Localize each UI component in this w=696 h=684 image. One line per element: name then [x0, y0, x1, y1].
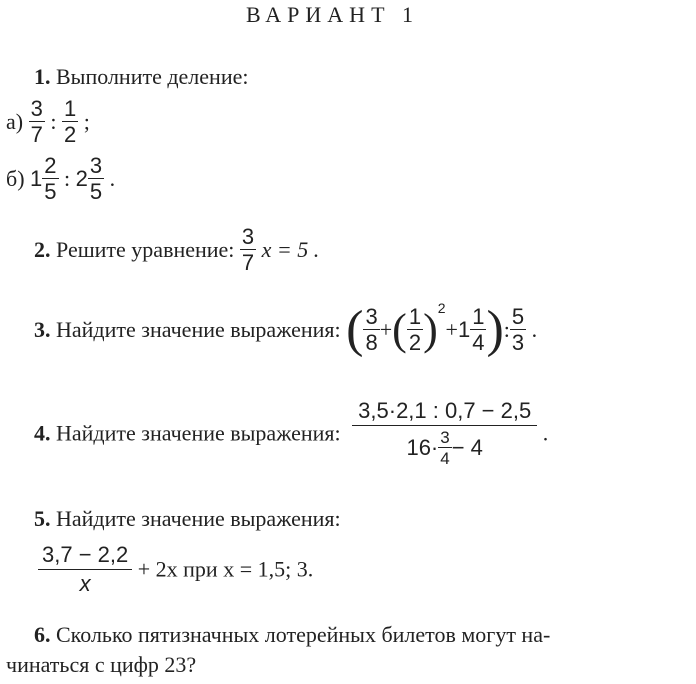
colon: :: [503, 317, 510, 342]
task5-fraction: [38, 544, 132, 595]
whole: 1: [30, 166, 43, 191]
numerator: 3,7 − 2,2: [38, 544, 132, 570]
plus: +: [445, 317, 458, 342]
task1-a: [6, 98, 90, 146]
task1-a-label: а): [6, 109, 24, 134]
task1-text: Выполните деление:: [56, 64, 249, 89]
task3-frac3: [470, 306, 486, 354]
task5-number: 5.: [34, 506, 51, 531]
colon: :: [50, 109, 57, 134]
denominator: 7: [241, 250, 255, 275]
task6-line2: чинаться с цифр 23?: [6, 652, 197, 677]
denominator: x: [79, 571, 91, 596]
period: .: [531, 317, 538, 342]
den-frac: [438, 429, 451, 467]
task6-line1: [34, 622, 550, 648]
numerator: 3: [30, 96, 43, 121]
task5-header: [34, 506, 341, 532]
denominator: 4: [440, 449, 450, 468]
task2-frac: [240, 226, 256, 274]
task5-expression: [38, 544, 313, 595]
task2-equation: x = 5 .: [261, 237, 320, 262]
task2-text: Решите уравнение:: [56, 237, 235, 262]
task4: [34, 400, 548, 467]
task3-frac1: [363, 306, 379, 354]
numerator: 3: [241, 224, 255, 249]
task1-b-frac2: [88, 155, 104, 203]
left-paren: (: [346, 301, 364, 358]
whole: 2: [75, 166, 88, 191]
numerator: 1: [63, 96, 77, 121]
numerator: 3: [89, 153, 103, 178]
denominator: 2: [63, 122, 77, 147]
task1-b-frac1: [42, 155, 58, 203]
period: .: [109, 166, 116, 191]
task1-number: 1.: [34, 64, 51, 89]
den-prefix: 16·: [406, 435, 439, 460]
task1-b: [6, 155, 115, 203]
page-title: ВАРИАНТ 1: [246, 2, 420, 27]
denominator: 8: [365, 330, 378, 355]
denominator: 7: [30, 122, 43, 147]
numerator: 3: [365, 304, 378, 329]
numerator: 1: [408, 304, 422, 329]
task2-number: 2.: [34, 237, 51, 262]
numerator: 1: [472, 304, 485, 329]
inner-left-paren: (: [392, 305, 407, 354]
denominator: 3: [511, 330, 525, 355]
task6-text-1: Сколько пятизначных лотерейных билетов могут на-: [56, 622, 551, 647]
task5-text: Найдите значение выражения:: [56, 506, 341, 531]
exponent: 2: [437, 299, 446, 316]
numerator: 3: [440, 428, 450, 447]
task3-number: 3.: [34, 317, 51, 342]
task4-text: Найдите значение выражения:: [56, 420, 341, 446]
task4-number: 4.: [34, 420, 51, 446]
task3-text: Найдите значение выражения:: [56, 317, 341, 342]
task3-frac2: [407, 306, 423, 354]
denominator: [404, 426, 484, 467]
right-paren: ): [486, 301, 504, 358]
denominator: 4: [472, 330, 485, 355]
denominator: 5: [89, 179, 103, 204]
denominator: 5: [44, 179, 57, 204]
den-suffix: − 4: [451, 435, 483, 460]
numerator: 2: [44, 153, 57, 178]
whole: 1: [457, 317, 471, 342]
inner-right-paren: ): [423, 305, 438, 354]
task1-header: [34, 64, 248, 90]
numerator: 3,5·2,1 : 0,7 − 2,5: [352, 400, 537, 426]
task3-frac4: [510, 306, 526, 354]
denominator: 2: [408, 330, 422, 355]
task6-number: 6.: [34, 622, 51, 647]
task3: [34, 299, 538, 358]
task1-b-label: б): [6, 166, 25, 191]
task1-a-frac1: [29, 98, 45, 146]
colon: :: [64, 166, 71, 191]
task2: [34, 226, 319, 274]
task1-a-frac2: [62, 98, 78, 146]
task4-fraction: [352, 400, 537, 467]
semicolon: ;: [83, 109, 90, 134]
numerator: 5: [511, 304, 525, 329]
plus: +: [379, 317, 393, 342]
period: .: [542, 420, 549, 446]
task5-rest: + 2x при x = 1,5; 3.: [137, 556, 314, 582]
